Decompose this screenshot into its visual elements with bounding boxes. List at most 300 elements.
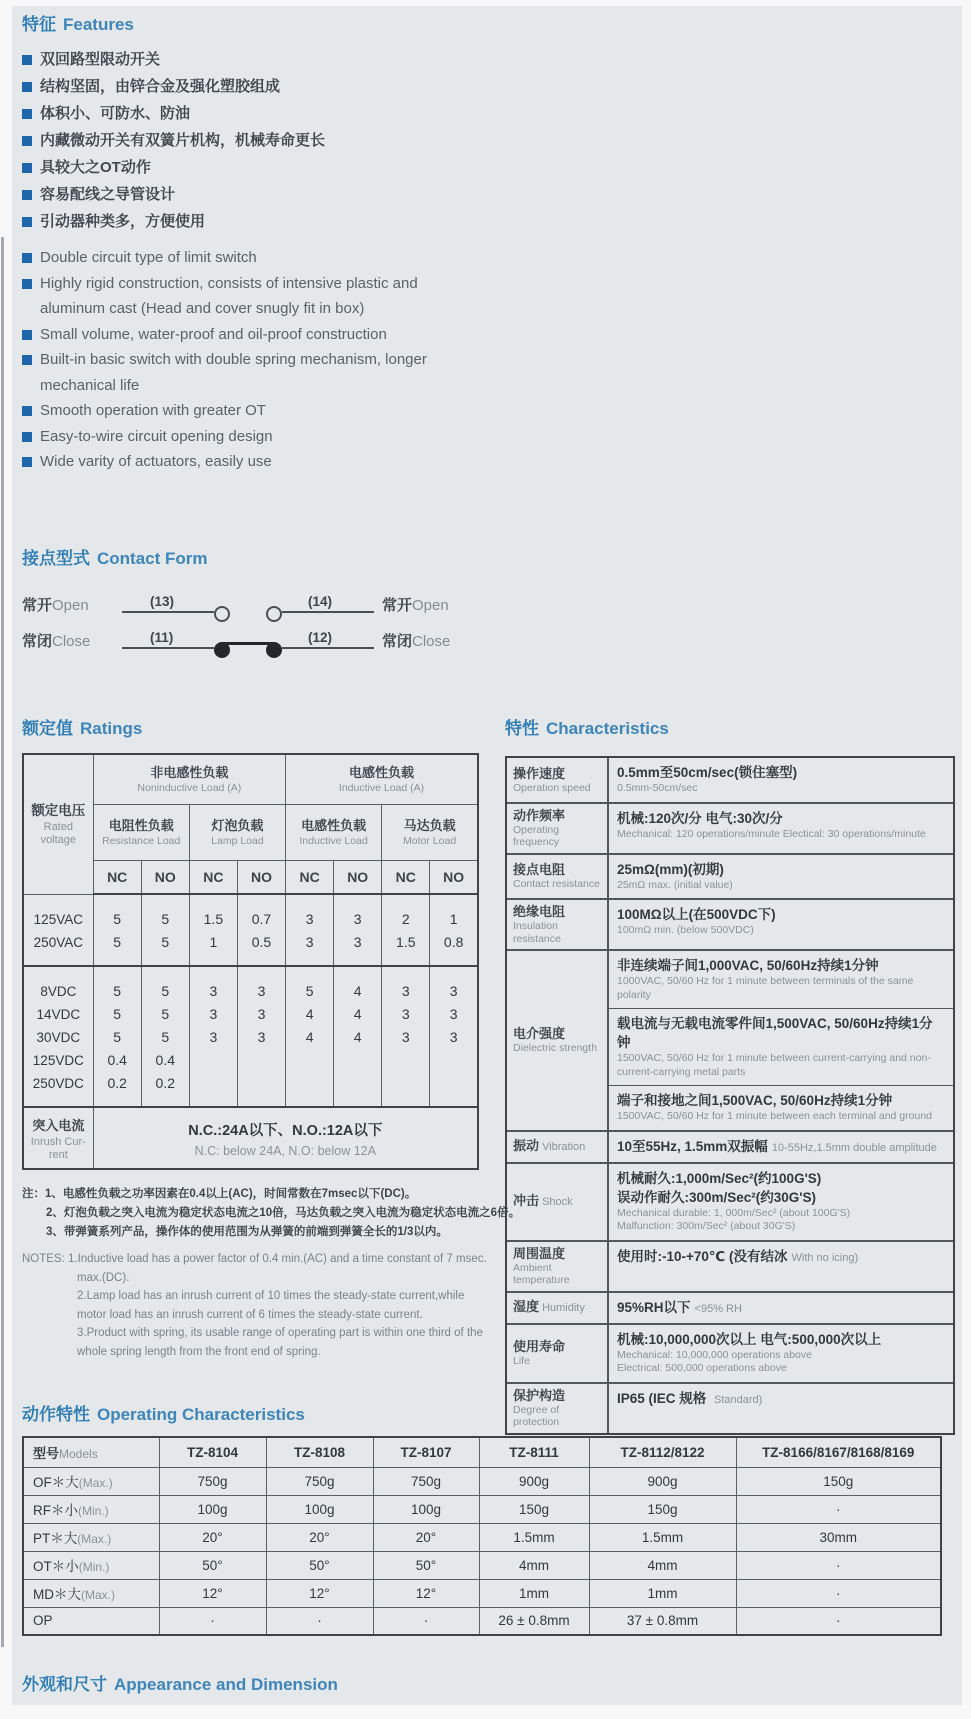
label-zh: 电介强度 — [513, 1026, 566, 1041]
contact-symbol-open — [120, 594, 372, 630]
label-en: Shock — [539, 1196, 573, 1208]
header-zh: 灯泡负载 — [211, 817, 264, 833]
char-row — [507, 1323, 953, 1382]
bullet-square-icon — [22, 55, 32, 65]
contact-row — [22, 630, 470, 666]
char-subrow — [609, 951, 953, 1008]
load-type-header — [93, 804, 189, 860]
feature-item-en — [22, 347, 470, 398]
label-zh: 湿度 — [513, 1299, 540, 1314]
load-type-header — [286, 804, 382, 860]
label-zh: 振动 — [513, 1138, 540, 1153]
bullet-square-icon — [22, 355, 32, 365]
op-tbody — [23, 1437, 941, 1635]
value-zh: 非连续端子间1,000VAC, 50/60Hz持续1分钟 — [617, 958, 879, 973]
rating-value: 3 — [305, 934, 314, 950]
contact-type-header: NO — [430, 860, 478, 894]
feature-text: Highly rigid construction, consists of intensive plastic and aluminum cast (Head and cover snugly fit in box) — [40, 274, 418, 317]
feature-text: Built-in basic switch with double spring mechanism, longer mechanical life — [40, 351, 427, 394]
op-data-row — [23, 1467, 941, 1495]
feature-item-en — [22, 322, 470, 348]
rating-value: 5 — [161, 911, 170, 927]
header-zh: 型号 — [33, 1445, 60, 1461]
char-value — [609, 758, 953, 802]
value-zh: 机械:120次/分 电气:30次/分 — [617, 810, 783, 826]
rating-value: 0.2 — [107, 1075, 127, 1091]
label-zh: 冲击 — [513, 1193, 540, 1208]
op-value-cell: 100g — [373, 1495, 479, 1523]
char-value — [609, 900, 953, 949]
value-zh: 机械耐久:1,000m/Sec²(约100G'S) — [617, 1170, 822, 1186]
label-main: OF＊大 — [33, 1475, 79, 1490]
model-header-cell: TZ-8112/8122 — [589, 1437, 736, 1467]
label-sub: (Max.) — [78, 1476, 113, 1490]
op-value-cell: 1mm — [589, 1579, 736, 1607]
contact-form-title-en: Contact Form — [97, 549, 208, 568]
value-zh: 95%RH以下 — [617, 1299, 691, 1315]
operating-title-zh: 动作特性 — [22, 1405, 90, 1424]
terminal-number-right: (14) — [308, 594, 333, 609]
op-value-cell: 12° — [159, 1579, 266, 1607]
char-row — [507, 949, 953, 1130]
op-data-row — [23, 1551, 941, 1579]
terminal-number-right: (12) — [308, 630, 333, 645]
rating-value-cell — [93, 894, 141, 966]
bullet-square-icon — [22, 217, 32, 227]
rating-value: 1 — [449, 911, 458, 927]
label-zh: 周围温度 — [513, 1245, 566, 1261]
op-value-cell: · — [373, 1607, 479, 1635]
label-zh: 常闭 — [22, 633, 53, 650]
rating-value: 4 — [353, 1006, 362, 1022]
op-value-cell: 50° — [159, 1551, 266, 1579]
contact-label-left — [22, 594, 110, 618]
value-zh: 误动作耐久:300m/Sec²(约30G'S) — [617, 1189, 817, 1205]
feature-text: 引动器种类多，方便使用 — [40, 213, 206, 230]
op-data-row — [23, 1579, 941, 1607]
char-value — [609, 1132, 953, 1162]
header-en: Models — [59, 1446, 98, 1461]
rating-value: 3 — [353, 934, 362, 950]
op-row-label — [23, 1495, 159, 1523]
ratings-title-en: Ratings — [80, 719, 143, 738]
inrush-label — [23, 1107, 93, 1169]
char-row — [507, 758, 953, 802]
rating-value: 5 — [113, 983, 122, 999]
rating-value-cell — [189, 966, 237, 1107]
contact-point-right — [266, 606, 282, 622]
model-header-cell: TZ-8108 — [266, 1437, 373, 1467]
header-zh: 马达负载 — [403, 817, 456, 833]
rating-value — [238, 1049, 285, 1072]
op-row-label — [23, 1467, 159, 1495]
char-label-line — [513, 1193, 604, 1210]
value-en: 1000VAC, 50/60 Hz for 1 minute between terminals of the same polarity — [617, 975, 914, 1001]
char-value — [609, 804, 953, 853]
load-type-header — [382, 804, 478, 860]
model-header-cell: TZ-8107 — [373, 1437, 479, 1467]
value-en: Mechanical: 10,000,000 operations above — [617, 1348, 812, 1361]
characteristics-title-zh: 特性 — [505, 719, 539, 738]
feature-item-zh — [22, 208, 502, 235]
value-en: 100mΩ min. (below 500VDC) — [617, 924, 754, 936]
rating-value: 3 — [257, 983, 266, 999]
feature-item-zh — [22, 154, 502, 181]
feature-text: 容易配线之导管设计 — [40, 186, 176, 203]
rating-value: 0.4 — [107, 1052, 127, 1068]
op-value-cell: 750g — [266, 1467, 373, 1495]
label-zh: 动作频率 — [513, 807, 566, 823]
feature-text: 结构坚固，由锌合金及强化塑胶组成 — [40, 78, 281, 95]
op-value-cell: · — [736, 1551, 941, 1579]
rating-value: 3 — [401, 983, 410, 999]
op-value-cell: 20° — [373, 1523, 479, 1551]
notes-block — [22, 1185, 521, 1361]
bullet-square-icon — [22, 82, 32, 92]
scan-edge-artifact — [1, 237, 4, 1647]
label-sub: (Max.) — [81, 1588, 115, 1602]
label-en: Close — [412, 633, 451, 650]
op-value-cell: 37 ± 0.8mm — [589, 1607, 736, 1635]
rating-value-cell — [286, 966, 334, 1107]
bullet-square-icon — [22, 406, 32, 416]
ratings-data-group — [23, 894, 478, 966]
characteristics-table — [505, 756, 955, 1435]
op-row-label — [23, 1523, 159, 1551]
header-en: Lamp Load — [211, 834, 264, 847]
value-en: Malfunction: 300m/Sec² (about 30G'S) — [617, 1220, 796, 1232]
ratings-title — [22, 718, 502, 740]
label-zh: 常闭 — [382, 633, 413, 650]
rating-value — [334, 1049, 381, 1072]
ratings-tbody — [23, 754, 478, 1169]
label-zh: 常开 — [22, 597, 53, 614]
load-type-header — [189, 804, 285, 860]
rating-value: 3 — [209, 1029, 218, 1045]
rating-value: 3 — [401, 1006, 410, 1022]
rating-value: 4 — [305, 1006, 314, 1022]
value-line — [617, 1137, 945, 1156]
char-subrow — [609, 1132, 953, 1162]
label-main: MD＊大 — [33, 1587, 81, 1602]
features-title — [22, 14, 502, 36]
char-row — [507, 853, 953, 899]
rating-value: 5 — [161, 1029, 170, 1045]
terminal-number-left: (13) — [150, 594, 175, 609]
features-title-en: Features — [63, 15, 134, 34]
rating-value: 5 — [305, 983, 314, 999]
value-zh: N.C.:24A以下、N.O.:12A以下 — [188, 1122, 383, 1139]
char-subrow — [609, 1242, 953, 1291]
rating-value-cell — [430, 894, 478, 966]
label-en: Dielectric strength — [513, 1042, 598, 1054]
op-data-row — [23, 1495, 941, 1523]
label-zh: 接点电阻 — [513, 862, 566, 877]
features-list-en — [22, 245, 502, 475]
value-zh: 10至55Hz, 1.5mm双振幅 — [617, 1138, 768, 1154]
label-zh: 突入电流 — [32, 1118, 85, 1133]
char-label — [507, 758, 609, 802]
label-main: RF＊小 — [33, 1503, 78, 1518]
op-value-cell: · — [736, 1579, 941, 1607]
wire-right — [282, 647, 374, 649]
label-main: PT＊大 — [33, 1531, 78, 1546]
rating-value — [382, 1072, 429, 1095]
feature-item-zh — [22, 181, 502, 208]
label-main: OP — [33, 1613, 53, 1629]
contact-type-header: NC — [382, 860, 430, 894]
rating-value: 3 — [305, 911, 314, 927]
feature-item-en — [22, 424, 470, 450]
ratings-group-header-row — [23, 754, 478, 804]
features-title-zh: 特征 — [22, 15, 56, 34]
rating-value — [238, 1072, 285, 1095]
char-label — [507, 1132, 609, 1162]
label-zh: 保护构造 — [513, 1387, 566, 1403]
label-en: Life — [513, 1354, 530, 1367]
value-en: 0.5mm-50cm/sec — [617, 782, 698, 794]
op-value-cell: 30mm — [736, 1523, 941, 1551]
header-en: Resistance Load — [102, 834, 181, 847]
op-value-cell: 12° — [266, 1579, 373, 1607]
features-list-zh — [22, 46, 502, 235]
op-value-cell: · — [736, 1607, 941, 1635]
op-header-row — [23, 1437, 941, 1467]
rating-value-cell — [237, 894, 285, 966]
rating-value: 0.5 — [251, 934, 272, 950]
feature-text: Wide varity of actuators, easily use — [40, 453, 272, 470]
label-en: Operating frequency — [513, 823, 560, 848]
header-zh: 非电感性负载 — [150, 764, 229, 780]
contact-type-header: NC — [93, 860, 141, 894]
voltage-cell — [23, 894, 93, 966]
rating-value — [190, 1072, 237, 1095]
label-en: Degree of protection — [513, 1403, 560, 1428]
rating-value: 3 — [449, 983, 458, 999]
characteristics-title-en: Characteristics — [546, 719, 669, 738]
rating-value — [286, 1072, 333, 1095]
value-zh: 使用时:-10-+70℃ (没有结冰 — [617, 1248, 788, 1264]
value-line — [617, 1298, 945, 1317]
rating-value-cell — [382, 966, 430, 1107]
feature-text: Easy-to-wire circuit opening design — [40, 427, 273, 445]
header-zh: 电阻性负载 — [108, 817, 174, 833]
rating-value-cell — [286, 894, 334, 966]
value-zh: 25mΩ(mm)(初期) — [617, 861, 724, 877]
rating-value: 5 — [113, 911, 122, 927]
rating-value: 3 — [209, 1006, 218, 1022]
value-en: 1500VAC, 50/60 Hz for 1 minute between current-carrying and non-current-carrying metal parts — [617, 1052, 931, 1078]
label-zh: 使用寿命 — [513, 1338, 566, 1354]
value-en: Standard) — [714, 1393, 763, 1406]
ratings-section — [22, 718, 521, 1361]
model-header-cell: TZ-8104 — [159, 1437, 266, 1467]
note-line-zh: 3、带弹簧系列产品，操作体的使用范围为从弹簧的前端到弹簧全长的1/3以内。 — [46, 1226, 448, 1238]
label-en: Ambient temperature — [513, 1261, 570, 1286]
contact-point-right — [266, 642, 282, 658]
note-line-zh: 注：1、电感性负载之功率因素在0.4以上(AC)，时间常数在7msec以下(DC)。 — [22, 1188, 417, 1200]
value-line — [617, 1247, 945, 1266]
inrush-value — [93, 1107, 478, 1169]
char-value — [609, 1293, 953, 1323]
appearance-title-en: Appearance and Dimension — [114, 1675, 338, 1694]
char-label — [507, 1293, 609, 1323]
rating-value: 0.4 — [155, 1052, 176, 1068]
char-label — [507, 1164, 609, 1240]
rating-value-cell — [93, 966, 141, 1107]
operating-table — [22, 1436, 942, 1636]
feature-item-zh — [22, 100, 502, 127]
op-value-cell: 150g — [736, 1467, 941, 1495]
contact-point-left — [214, 606, 230, 622]
label-en: Open — [52, 597, 89, 614]
char-row — [507, 1240, 953, 1291]
value-zh: 0.5mm至50cm/sec(锁住塞型) — [617, 765, 798, 780]
label-en: Humidity — [539, 1302, 585, 1314]
bullet-square-icon — [22, 190, 32, 200]
label-sub: (Max.) — [77, 1532, 112, 1546]
rating-value-cell — [334, 966, 382, 1107]
rating-value — [286, 1049, 333, 1072]
char-subrow — [609, 1325, 953, 1382]
char-label — [507, 1325, 609, 1382]
voltage-line: 250VDC — [32, 1076, 84, 1091]
bullet-square-icon — [22, 330, 32, 340]
value-zh: 载电流与无载电流零件间1,500VAC, 50/60Hz持续1分钟 — [617, 1016, 933, 1050]
value-en: 25mΩ max. (initial value) — [617, 878, 733, 891]
appearance-title — [22, 1674, 338, 1696]
char-value — [609, 855, 953, 899]
op-value-cell: · — [736, 1495, 941, 1523]
voltage-line: 8VDC — [40, 984, 77, 999]
feature-text: 体积小、可防水、防油 — [40, 105, 191, 122]
datasheet-page — [12, 6, 962, 1705]
ratings-data-group — [23, 966, 478, 1107]
feature-item-en — [22, 245, 470, 271]
bullet-square-icon — [22, 457, 32, 467]
rating-value: 4 — [353, 1029, 362, 1045]
voltage-line: 250VAC — [33, 934, 83, 950]
label-sub: (Min.) — [78, 1504, 109, 1518]
char-label-line — [513, 1299, 604, 1316]
rating-value: 1.5 — [396, 934, 416, 950]
label-en: Open — [412, 597, 449, 614]
rating-value — [430, 1049, 477, 1072]
contact-type-header: NC — [286, 860, 334, 894]
rating-value-cell — [382, 894, 430, 966]
op-value-cell: 150g — [589, 1495, 736, 1523]
char-row — [507, 1291, 953, 1323]
rating-value: 4 — [353, 983, 362, 999]
rating-value: 5 — [161, 1006, 170, 1022]
op-row-label — [23, 1607, 159, 1635]
rating-value: 3 — [449, 1006, 458, 1022]
op-value-cell: 900g — [479, 1467, 589, 1495]
voltage-line: 14VDC — [36, 1007, 81, 1022]
header-en: Inductive Load — [299, 834, 368, 847]
rating-value: 0.8 — [443, 934, 464, 950]
load-group-header — [93, 754, 285, 804]
char-label — [507, 804, 609, 853]
rating-value: 3 — [449, 1029, 458, 1045]
char-subrow — [609, 1085, 953, 1130]
char-row — [507, 1130, 953, 1162]
header-zh: 电感性负载 — [349, 764, 415, 780]
rating-value — [190, 1049, 237, 1072]
header-en: Inductive Load (A) — [338, 781, 425, 794]
op-value-cell: 100g — [159, 1495, 266, 1523]
value-zh: 机械:10,000,000次以上 电气:500,000次以上 — [617, 1331, 882, 1347]
char-subrow — [609, 758, 953, 802]
feature-item-en — [22, 271, 470, 322]
rating-value-cell — [334, 894, 382, 966]
value-zh: 端子和接地之间1,500VAC, 50/60Hz持续1分钟 — [617, 1093, 893, 1108]
op-value-cell: · — [266, 1607, 373, 1635]
op-value-cell: 12° — [373, 1579, 479, 1607]
rating-value: 1 — [209, 934, 218, 950]
rating-value: 0.7 — [251, 911, 272, 927]
feature-text: Small volume, water-proof and oil-proof construction — [40, 325, 387, 343]
rating-value: 3 — [257, 1029, 266, 1045]
rating-value-cell — [189, 894, 237, 966]
header-zh: 额定电压 — [31, 802, 86, 818]
char-label — [507, 855, 609, 899]
note-line-en: NOTES: 1.Inductive load has a power factor of 0.4 min.(AC) and a time constant of 7 msec. max.(DC). — [22, 1253, 487, 1284]
terminal-number-left: (11) — [150, 630, 174, 645]
rating-value: 3 — [353, 911, 362, 927]
rating-value: 5 — [113, 1006, 122, 1022]
value-en: With no icing) — [791, 1251, 859, 1264]
feature-item-zh — [22, 73, 502, 100]
contact-type-header: NO — [141, 860, 189, 894]
label-en: Inrush Cur-rent — [30, 1136, 86, 1161]
op-value-cell: 4mm — [589, 1551, 736, 1579]
op-value-cell: 1mm — [479, 1579, 589, 1607]
op-value-cell: 50° — [266, 1551, 373, 1579]
ratings-title-zh: 额定值 — [22, 719, 73, 738]
op-data-row — [23, 1523, 941, 1551]
op-value-cell: 1.5mm — [589, 1523, 736, 1551]
voltage-line: 125VDC — [32, 1053, 84, 1068]
char-label — [507, 900, 609, 949]
feature-text: Double circuit type of limit switch — [40, 249, 257, 266]
load-group-header — [286, 754, 478, 804]
model-header-cell: TZ-8166/8167/8168/8169 — [736, 1437, 941, 1467]
rating-value: 1.5 — [203, 911, 224, 927]
bullet-square-icon — [22, 279, 32, 289]
contact-label-right — [382, 630, 470, 654]
feature-item-zh — [22, 46, 502, 73]
model-header-cell: TZ-8111 — [479, 1437, 589, 1467]
voltage-line: 30VDC — [36, 1030, 81, 1045]
header-zh: 电感性负载 — [301, 817, 367, 833]
contact-symbol-closed — [120, 630, 372, 666]
feature-text: Smooth operation with greater OT — [40, 402, 266, 419]
value-en: Mechanical: 120 operations/minute Electical: 30 operations/minute — [617, 827, 926, 840]
rating-value: 4 — [305, 1029, 314, 1045]
label-en: Insulation resistance — [513, 920, 561, 945]
rating-value-cell — [430, 966, 478, 1107]
char-row — [507, 1162, 953, 1240]
bullet-square-icon — [22, 136, 32, 146]
features-section — [22, 14, 502, 475]
rating-value: 3 — [401, 1029, 410, 1045]
value-en: 1500VAC, 50/60 Hz for 1 minute between each terminal and ground — [617, 1110, 932, 1122]
op-value-cell: 1.5mm — [479, 1523, 589, 1551]
contact-form-section — [22, 548, 470, 666]
label-en: Close — [52, 633, 91, 650]
contact-form-title — [22, 548, 470, 570]
